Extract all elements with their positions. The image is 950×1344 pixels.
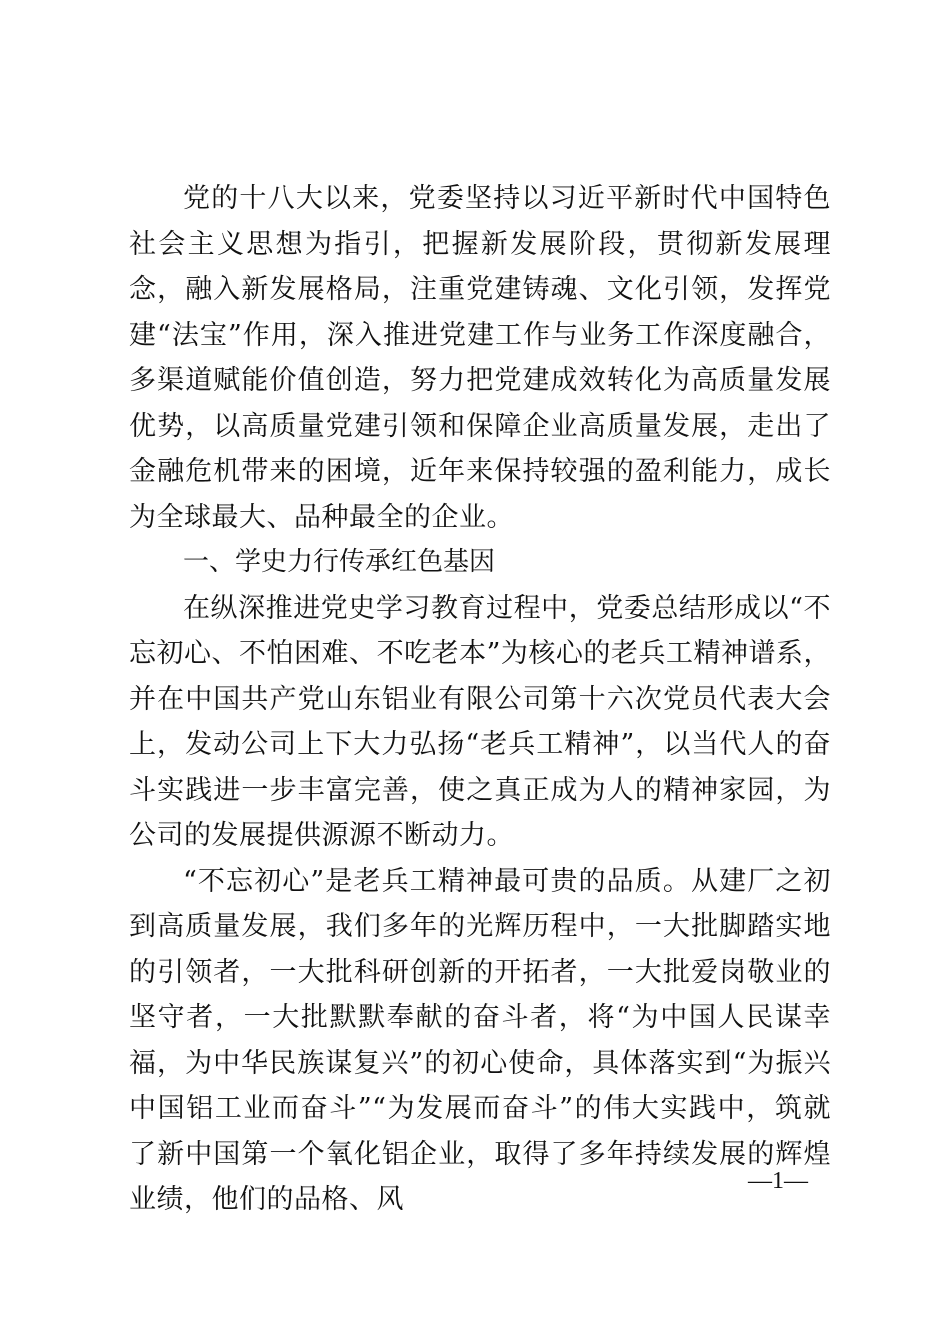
section-heading: 一、学史力行传承红色基因 [183,547,496,577]
intro-paragraph: 党的十八大以来，党委坚持以习近平新时代中国特色社会主义思想为指引，把握新发展阶段，贯彻新发展理念，融入新发展格局，注重党建铸魂、文化引领，发挥党建“法宝”作用，深入推进党建工作与业务工作深度融合，多渠道赋能价值创造，努力把党建成效转化为高质量发展优势，以高质量党建引领和保障企业高质量发展，走出了金融危机带来的困境，近年来保持较强的盈利能力，成长为全球最大、品种最全的企业。 [129,183,831,533]
body-paragraph-2: “不忘初心”是老兵工精神最可贵的品质。从建厂之初到高质量发展，我们多年的光辉历程中，一大批脚踏实地的引领者，一大批科研创新的开拓者，一大批爱岗敬业的坚守者，一大批默默奉献的奋斗者，将“为中国人民谋幸福，为中华民族谋复兴”的初心使命，具体落实到“为振兴中国铝工业而奋斗”“为发展而奋斗”的伟大实践中，筑就了新中国第一个氧化铝企业，取得了多年持续发展的辉煌业绩，他们的品格、风 [129,865,831,1215]
body-paragraph-1: 在纵深推进党史学习教育过程中，党委总结形成以“不忘初心、不怕困难、不吃老本”为核心的老兵工精神谱系，并在中国共产党山东铝业有限公司第十六次党员代表大会上，发动公司上下大力弘扬“老兵工精神”，以当代人的奋斗实践进一步丰富完善，使之真正成为人的精神家园，为公司的发展提供源源不断动力。 [129,592,831,851]
page-number: —1— [748,1168,808,1194]
document-body [129,176,831,1223]
